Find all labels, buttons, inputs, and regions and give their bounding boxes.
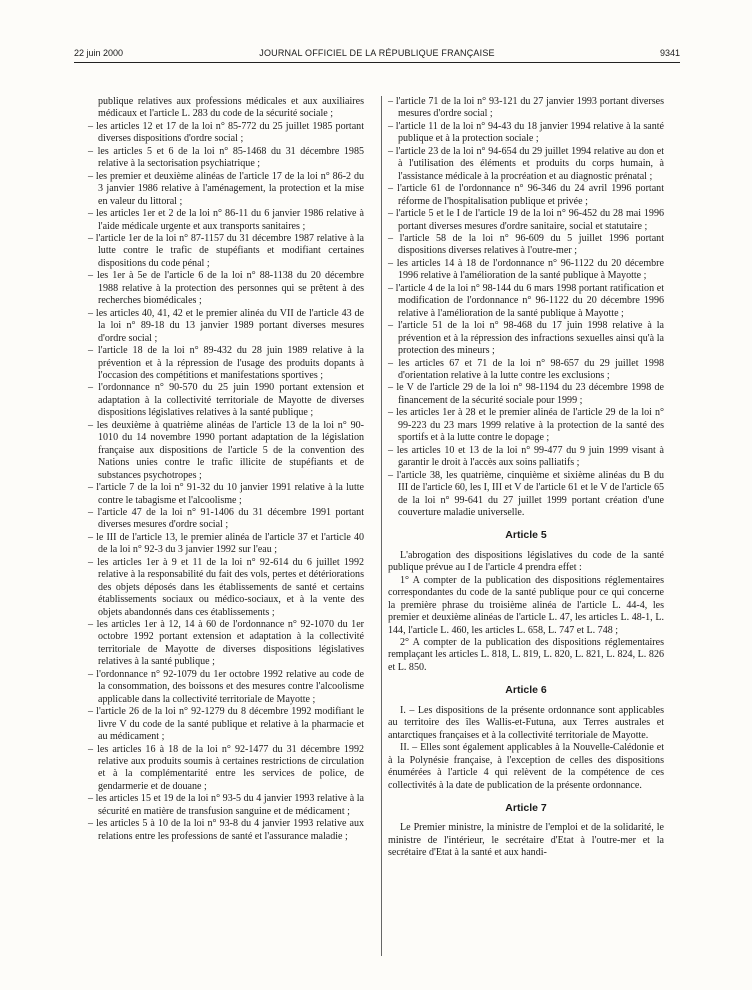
list-item: – les articles 5 et 6 de la loi n° 85-1468 du 31 décembre 1985 relative à la sectorisation psychiatrique ; <box>88 145 364 170</box>
list-item: – les articles 5 à 10 de la loi n° 93-8 du 4 janvier 1993 relative aux relations entre les professions de santé et l'assurance maladie ; <box>88 818 364 842</box>
list-item: – les articles 15 et 19 de la loi n° 93-5 du 4 janvier 1993 relative à la sécurité en matière de transfusion sanguine et de médicament ; <box>88 793 364 817</box>
continuation-text: publique relatives aux professions médicales et aux auxiliaires médicaux et l'article L. 283 du code de la sécurité sociale ; <box>98 96 364 120</box>
list-item: – les deuxième à quatrième alinéas de l'article 13 de la loi n° 90-1010 du 14 novembre 1990 portant adaptation de la législation française aux dispositions de l'article 5 de la convention des Nations unies contre le trafic illicite de stupéfiants et de substances psychotropes ; <box>88 419 364 481</box>
header-rule <box>74 62 680 63</box>
page-header <box>74 48 680 62</box>
list-item: – les premier et deuxième alinéas de l'article 17 de la loi n° 86-2 du 3 janvier 1986 relative à l'aménagement, la protection et la mise en valeur du littoral ; <box>88 170 364 207</box>
list-item: – l'ordonnance n° 90-570 du 25 juin 1990 portant extension et adaptation à la collectivité territoriale de Mayotte de diverses dispositions législatives relatives à la santé publique ; <box>88 382 364 419</box>
issue-date: 22 juin 2000 <box>74 48 124 58</box>
list-item: – les articles 16 à 18 de la loi n° 92-1477 du 31 décembre 1992 relative aux produits soumis à certaines restrictions de circulation et à la complémentarité entre les services de police, de gendarmerie et de douane ; <box>88 743 364 792</box>
list-item: – l'article 38, les quatrième, cinquième et sixième alinéas du B du III de l'article 60, les I, III et V de l'article 61 et le V de l'article 65 de la loi n° 99-641 du 27 juillet 1999 portant création d'une couverture maladie universelle. <box>388 469 664 518</box>
right-column <box>388 96 664 860</box>
list-item: – l'article 61 de l'ordonnance n° 96-346 du 24 avril 1996 portant réforme de l'hospitalisation publique et privée ; <box>388 183 664 207</box>
list-item: – les articles 67 et 71 de la loi n° 98-657 du 29 juillet 1998 d'orientation relative à la lutte contre les exclusions ; <box>388 357 664 381</box>
list-item: – le V de l'article 29 de la loi n° 98-1194 du 23 décembre 1998 de financement de la sécurité sociale pour 1999 ; <box>388 382 664 406</box>
left-item-list <box>88 121 364 843</box>
article-6-paragraph-2: II. – Elles sont également applicables à la Nouvelle-Calédonie et à la Polynésie française, à l'exception de celles des dispositions énumérées à l'article 4 qui relèvent de la compétence de ces collectivités à la date de publication de la présente ordonnance. <box>388 742 664 791</box>
left-column <box>88 96 364 843</box>
column-divider <box>381 96 382 956</box>
list-item: – le III de l'article 13, le premier alinéa de l'article 37 et l'article 40 de la loi n° 92-3 du 3 janvier 1992 sur l'eau ; <box>88 531 364 556</box>
article-6-paragraph-1: I. – Les dispositions de la présente ordonnance sont applicables au territoire des îles Wallis-et-Futuna, aux Terres australes et antarctiques françaises et à la collectivité territoriale de Mayotte. <box>388 704 664 741</box>
list-item: – l'ordonnance n° 92-1079 du 1er octobre 1992 relative au code de la consommation, des boissons et des mesures contre l'alcoolisme applicable dans la collectivité territoriale de Mayotte ; <box>88 668 364 705</box>
list-item: – les articles 14 à 18 de l'ordonnance n° 96-1122 du 20 décembre 1996 relative à l'amélioration de la santé publique à Mayotte ; <box>388 257 664 282</box>
list-item: – l'article 1er de la loi n° 87-1157 du 31 décembre 1987 relative à la lutte contre le trafic de stupéfiants et modifiant certaines dispositions du code pénal ; <box>88 232 364 269</box>
list-item: – les articles 1er à 28 et le premier alinéa de l'article 29 de la loi n° 99-223 du 23 mars 1999 relative à la protection de la santé des sportifs et à la lutte contre le dopage ; <box>388 407 664 444</box>
list-item: – les articles 1er et 2 de la loi n° 86-11 du 6 janvier 1986 relative à l'aide médicale urgente et aux transports sanitaires ; <box>88 208 364 232</box>
list-item: – l'article 47 de la loi n° 91-1406 du 31 décembre 1991 portant diverses mesures d'ordre social ; <box>88 506 364 531</box>
article-5-heading: Article 5 <box>505 529 547 542</box>
list-item: – les 1er à 5e de l'article 6 de la loi n° 88-1138 du 20 décembre 1988 relative à la protection des personnes qui se prêtent à des recherches biomédicales ; <box>88 270 364 307</box>
list-item: – les articles 10 et 13 de la loi n° 99-477 du 9 juin 1999 visant à garantir le droit à l'accès aux soins palliatifs ; <box>388 444 664 469</box>
list-item: – l'article 51 de la loi n° 98-468 du 17 juin 1998 relative à la prévention et à la répression des infractions sexuelles ainsi qu'à la protection des mineurs ; <box>388 320 664 357</box>
list-item: – l'article 18 de la loi n° 89-432 du 28 juin 1989 relative à la prévention et à la répression de l'usage des produits dopants à l'occasion des compétitions et manifestations sportives ; <box>88 345 364 381</box>
article-6-heading: Article 6 <box>505 684 547 697</box>
list-item: – l'article 58 de la loi n° 96-609 du 5 juillet 1996 portant dispositions diverses relatives à l'outre-mer ; <box>388 232 664 257</box>
list-item: – l'article 5 et le I de l'article 19 de la loi n° 96-452 du 28 mai 1996 portant diverses mesures d'ordre sanitaire, social et statutaire ; <box>388 208 664 232</box>
page-number: 9341 <box>659 48 680 58</box>
article-5-paragraph-2: 2° A compter de la publication des dispositions réglementaires remplaçant les articles L. 818, L. 819, L. 820, L. 821, L. 824, L. 826 et L. 850. <box>388 637 664 673</box>
list-item: – l'article 71 de la loi n° 93-121 du 27 janvier 1993 portant diverses mesures d'ordre social ; <box>388 96 664 120</box>
article-7-heading: Article 7 <box>505 802 547 815</box>
list-item: – les articles 40, 41, 42 et le premier alinéa du VII de l'article 43 de la loi n° 89-18 du 13 janvier 1989 portant diverses mesures d'ordre social ; <box>88 307 364 344</box>
list-item: – l'article 7 de la loi n° 91-32 du 10 janvier 1991 relative à la lutte contre le tabagisme et l'alcoolisme ; <box>88 482 364 506</box>
list-item: – les articles 1er à 12, 14 à 60 de l'ordonnance n° 92-1070 du 1er octobre 1992 portant extension et adaptation à la collectivité territoriale de Mayotte de diverses dispositions législatives relatives à la santé publique ; <box>88 619 364 668</box>
journal-title: JOURNAL OFFICIEL DE LA RÉPUBLIQUE FRANÇAISE <box>259 48 495 58</box>
right-item-list <box>388 96 664 519</box>
list-item: – l'article 23 de la loi n° 94-654 du 29 juillet 1994 relative au don et à l'utilisation des éléments et produits du corps humain, à l'assistance médicale à la procréation et au diagnostic prénatal ; <box>388 145 664 182</box>
list-item: – l'article 26 de la loi n° 92-1279 du 8 décembre 1992 modifiant le livre V du code de la santé publique et relative à la pharmacie et au médicament ; <box>88 706 364 743</box>
list-item: – les articles 1er à 9 et 11 de la loi n° 92-614 du 6 juillet 1992 relative à la responsabilité du fait des vols, pertes et détériorations des objets déposés dans les établissements de santé et certains établissements sociaux ou médico-sociaux, et à la vente des objets abandonnés dans ces établissements ; <box>88 556 364 618</box>
list-item: – l'article 11 de la loi n° 94-43 du 18 janvier 1994 relative à la santé publique et à la protection sociale ; <box>388 120 664 145</box>
article-7-paragraph-1: Le Premier ministre, la ministre de l'emploi et de la solidarité, le ministre de l'intérieur, le secrétaire d'Etat à l'outre-mer et la secrétaire d'Etat à la santé et aux handi- <box>388 822 664 859</box>
article-5-intro: L'abrogation des dispositions législatives du code de la santé publique prévue au I de l'article 4 prendra effet : <box>388 549 664 574</box>
article-5-paragraph-1: 1° A compter de la publication des dispositions réglementaires correspondantes du code de la santé publique pour ce qui concerne la première phrase du troisième alinéa de l'article L. 44-4, les premier et deuxième alinéas de l'article L. 47, les articles L. 48-1, L. 144, l'article L. 460, les articles L. 658, L. 747 et L. 748 ; <box>388 574 664 636</box>
list-item: – les articles 12 et 17 de la loi n° 85-772 du 25 juillet 1985 portant diverses dispositions d'ordre social ; <box>88 120 364 145</box>
list-item: – l'article 4 de la loi n° 98-144 du 6 mars 1998 portant ratification et modification de l'ordonnance n° 96-1122 du 20 décembre 1996 relative à l'amélioration de la santé publique à Mayotte ; <box>388 282 664 319</box>
